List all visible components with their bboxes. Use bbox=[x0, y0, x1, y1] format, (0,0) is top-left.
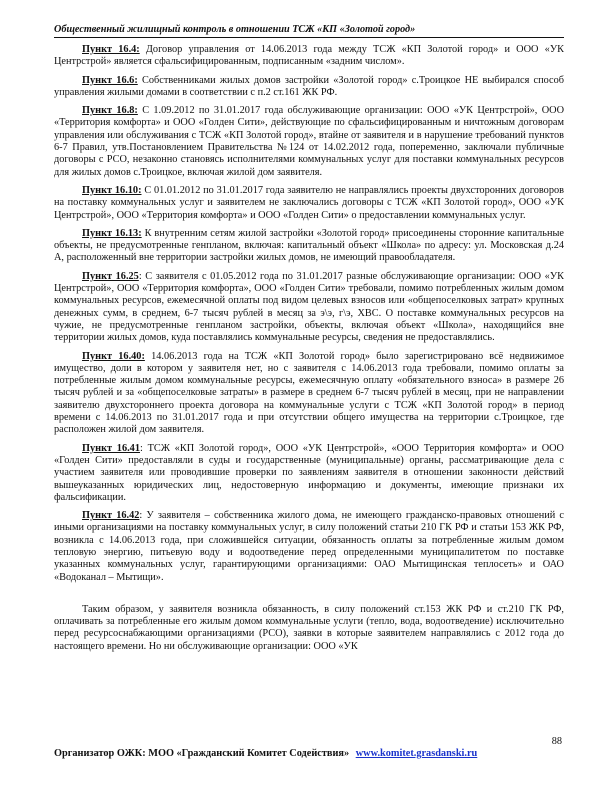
paragraph-text: Собственниками жилых домов застройки «Золотой город» с.Троицкое НЕ выбирался способ управления жилыми домами в соответствии с п.2 ст.161 ЖК РФ. bbox=[54, 74, 565, 98]
paragraph-label: Пункт 16.13: bbox=[82, 227, 142, 239]
page-footer bbox=[54, 748, 564, 759]
page-number: 88 bbox=[551, 736, 562, 747]
paragraph-16-10 bbox=[54, 185, 564, 222]
paragraph-16-25 bbox=[54, 271, 564, 345]
paragraph-text: К внутренним сетям жилой застройки «Золотой город» присоединены сторонние капитальные объекты, не предусмотренные генпланом, включая: капитальный объект «Школа» по адресу: ул. Московская д.24 А, расположенный вне территории застройки жилых домов, не имеющий правообладателя. bbox=[54, 227, 564, 264]
paragraph-16-4 bbox=[54, 44, 564, 69]
paragraph-label: Пункт 16.6: bbox=[82, 74, 138, 86]
header-title: Общественный жилищный контроль в отношении ТСЖ «КП «Золотой город» bbox=[54, 24, 416, 35]
paragraph-text: : С заявителя с 01.05.2012 года по 31.01.2017 разные обслуживающие организации: ООО «УК Центрстрой», ООО «Территория комфорта», ООО «Голден Сити» требовали, помимо потребленных жилым домом коммунальных ресурсов, ежемесячной оплаты под видом целевых взносов или «общепоселковых затрат» крупных денежных сумм, в среднем, 6-7 тысяч рублей в месяц за э\э, г\э, ХВС. О поставке коммунальных ресурсов на чужие, не предусмотренные генпланом застройки, объекты, включая объект «Школа», находящийся вне территории жилых домов, куда поставлялись коммунальные ресурсы, сведения не предоставлялись. bbox=[54, 270, 564, 344]
paragraph-label: Пункт 16.4: bbox=[82, 44, 140, 55]
paragraph-text: Договор управления от 14.06.2013 года между ТСЖ «КП Золотой город» и ООО «УК Центрстрой» является сфальсифицированным, подписанным «задним числом». bbox=[54, 44, 564, 68]
summary-paragraph: Таким образом, у заявителя возникла обязанность, в силу положений ст.153 ЖК РФ и ст.210 ГК РФ, оплачивать за потребленные его жилым домом коммунальные услуги (тепло, вода, водоотведение) исключительно перед ресурсоснабжающими организациями (РСО), заявки в которые заявителем направлялись с 2012 года до настоящего времени. Но ни обслуживающие организации: ООО «УК bbox=[54, 603, 564, 652]
paragraph-16-13 bbox=[54, 228, 564, 265]
document-body bbox=[54, 44, 564, 659]
paragraph-label: Пункт 16.41 bbox=[82, 442, 140, 454]
paragraph-16-6 bbox=[54, 75, 564, 100]
paragraph-16-40 bbox=[54, 351, 564, 437]
footer-website-link[interactable]: www.komitet.grasdanski.ru bbox=[355, 748, 478, 759]
paragraph-text: С 01.01.2012 по 31.01.2017 года заявителю не направлялись проекты двухсторонних договоров на поставку коммунальных услуг и заявителем не заключались договоры с ТСЖ «КП Золотой город», ООО «УК Центрстрой», ООО «Территория комфорта» и ООО «Голден Сити» о предоставлении коммунальных услуг. bbox=[54, 184, 564, 221]
paragraph-text: 14.06.2013 года на ТСЖ «КП Золотой город» было зарегистрировано всё недвижимое имущество, доли в котором у заявителя нет, но с заявителя с 14.06.2013 года требовали, помимо оплаты за потребленные жилым домом коммунальные ресурсы, ежемесячную оплату «обязательного взноса» в размере 26 тысяч рублей и за «общепоселковые затраты» в размере в среднем 6-7 тысяч рублей в месяц, при не направлении заявителю двухстороннего проекта договора на коммунальные услуги с ТСЖ «КП Золотой город» в период времени с 14.06.2013 по 31.01.2017 года и при отсутствии общего имущества на территории с.Троицкое, где расположен жилой дом заявителя. bbox=[54, 350, 564, 436]
paragraph-text: С 1.09.2012 по 31.01.2017 года обслуживающие организации: ООО «УК Центрстрой», ООО «Территория комфорта» и ООО «Голден Сити», действующие по сфальсифицированным и ничтожным договорам управления или обслуживания с ТСЖ «КП Золотой город», втайне от заявителя и в нарушение требований пунктов 6-7 Правил, утв.Постановлением Правительства №124 от 14.02.2012 года, попеременно, заключали публичные договоры с РСО, незаконно становясь исполнителями коммунальных услуг для поставки коммунальных ресурсов для жилых домов с.Троицкое, включая жилой дом заявителя. bbox=[54, 105, 565, 178]
paragraph-label: Пункт 16.40: bbox=[82, 350, 145, 362]
paragraph-label: Пункт 16.42 bbox=[82, 510, 140, 522]
paragraph-text: : ТСЖ «КП Золотой город», ООО «УК Центрстрой», «ООО Территория комфорта» и ООО «Голден Сити» предоставляли в суды и государственные (муниципальные) органы, рассматривающие дела с участием заявителя или проводившие проверки по заявлениям заявителя в отношении законности действий вышеуказанных юридических лиц, недостоверную информацию и документы, имеющие признаки их фальсификации. bbox=[54, 442, 564, 503]
paragraph-label: Пункт 16.25 bbox=[82, 270, 139, 282]
paragraph-16-41 bbox=[54, 443, 564, 504]
paragraph-16-42 bbox=[54, 510, 564, 584]
running-header bbox=[54, 24, 564, 38]
footer-organizer: Организатор ОЖК: МОО «Гражданский Комитет Содействия» bbox=[54, 748, 350, 759]
paragraph-label: Пункт 16.8: bbox=[82, 105, 138, 117]
paragraph-label: Пункт 16.10: bbox=[82, 184, 142, 196]
paragraph-text: : У заявителя – собственника жилого дома, не имеющего гражданско-правовых отношений с иными организациями на поставку коммунальных услуг, в силу положений статьи 210 ГК РФ и статьи 153 ЖК РФ, возникла с 14.06.2013 года, при сложившейся ситуации, обязанность оплаты за потребленные жилым домом тепловую энергию, питьевую воду и водоотведение перед определенными муниципалитетом по поставке указанных коммунальных услуг, гарантирующими организациями: ОАО Мытищинская теплосеть» и ОАО «Водоканал – Мытищи». bbox=[54, 510, 564, 583]
paragraph-16-8 bbox=[54, 105, 564, 179]
